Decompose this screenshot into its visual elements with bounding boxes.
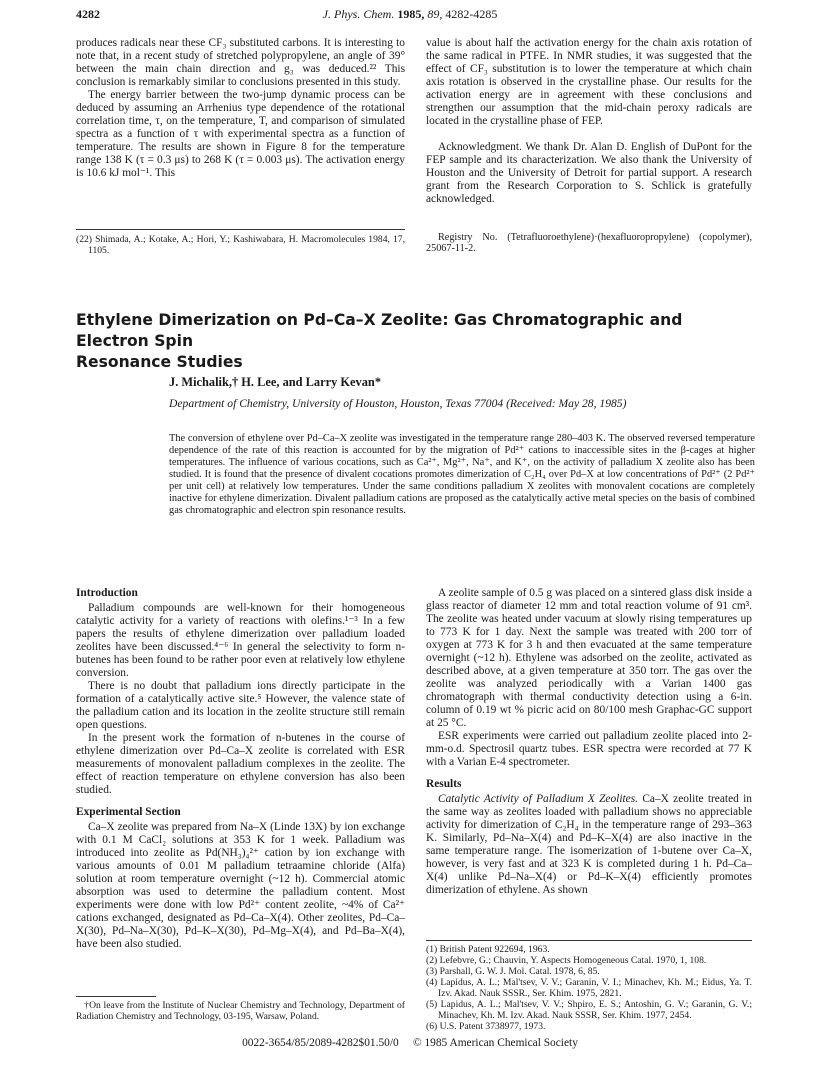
page-number: 4282 (76, 7, 100, 21)
body-paragraph: The energy barrier between the two-jump dynamic process can be deduced by assuming an Arrhenius type dependence of the rotational correlation time, τ, on the temperature, T, and comparison of simulated spectra as a function of τ with experimental spectra as a function of temperature. The results are shown in Figure 8 for the temperature range 138 K (τ = 0.3 μs) to 268 K (τ = 0.003 μs). The activation energy is 10.6 kJ mol⁻¹. This (76, 89, 405, 179)
section-heading: Experimental Section (76, 806, 181, 818)
section-heading: Results (426, 778, 462, 790)
article-title-line: Resonance Studies (76, 353, 243, 371)
previous-article-left-column (76, 37, 405, 180)
article-abstract: The conversion of ethylene over Pd–Ca–X zeolite was investigated in the temperature range 280–403 K. The observed reversed temperature dependence of the rate of this reaction is accounted for by the migration of Pd²⁺ cations to inaccessible sites in the β-cages at higher temperatures. The influence of various cocations, such as Ca²⁺, Mg²⁺, Na⁺, and K⁺, on the activity of palladium X zeolite also has been studied. It is found that the presence of divalent cocations promotes dimerization of C₂H₄ over Pd–X at low concentrations of Pd²⁺ (2 Pd²⁺ per unit cell) at relatively low temperatures. Under the same conditions palladium X zeolites with monovalent cocations are completely inactive for ethylene dimerization. Divalent palladium cations are proposed as the catalytically active metal species on the basis of combined gas chromatographic and electron spin resonance results. (169, 433, 755, 516)
reference-item: (6) U.S. Patent 3738977, 1973. (426, 1021, 546, 1032)
body-paragraph: A zeolite sample of 0.5 g was placed on a sintered glass disk inside a glass reactor of diameter 12 mm and total reaction volume of 91 cm³. The zeolite was heated under vacuum at slowly rising temperatures up to 773 K for 1 day. Next the sample was treated with 200 torr of oxygen at 773 K for 3 h and then evacuated at the same temperature overnight (~12 h). Ethylene was adsorbed on the zeolite, activated as described above, at a given temperature at 350 torr. The gas over the zeolite was analyzed periodically with a Varian 1400 gas chromatograph with thermal conductivity detection using a 6-in. column of 0.19 wt % picric acid on 80/100 mesh Graphac-GC support at 25 °C. (426, 587, 752, 729)
body-paragraph: Ca–X zeolite was prepared from Na–X (Linde 13X) by ion exchange with 0.1 M CaCl₂ solutions at 353 K for 1 week. Palladium was introduced into zeolite as Pd(NH₃)₄²⁺ cation by ion exchange with various amounts of 0.01 M palladium tetraamine chloride (Alfa) solution at room temperature overnight (~12 h). Commercial atomic absorption was used to determine the palladium content. Most experiments were done with low Pd²⁺ content zeolite, ~4% of Ca²⁺ cations exchanged, designated as Pd–Ca–X(4). Other zeolites, Pd–Ca–X(30), Pd–Na–X(30), Pd–K–X(30), Pd–Mg–X(4), and Pd–Ba–X(4), have been also studied. (76, 821, 405, 950)
article-authors: J. Michalik,† H. Lee, and Larry Kevan* (169, 375, 382, 389)
footnote-divider (76, 996, 156, 997)
lower-left-column (76, 587, 405, 951)
footnote-divider (76, 229, 405, 230)
journal-name: J. Phys. Chem. (322, 7, 395, 21)
registry-text: Registry No. (Tetrafluoroethylene)·(hexafluoropropylene) (copolymer), 25067-11-2. (426, 232, 752, 254)
body-paragraph (426, 793, 752, 897)
lower-right-column (426, 587, 752, 897)
article-code: 0022-3654/85/2089-4282$01.50/0 (242, 1037, 399, 1049)
section-heading: Introduction (76, 587, 138, 599)
page-footer (0, 1037, 820, 1049)
footnote: (22) Shimada, A.; Kotake, A.; Hori, Y.; Kashiwabara, H. Macromolecules 1984, 17, 1105. (76, 234, 405, 256)
results-text: Ca–X zeolite treated in the same way as zeolites loaded with palladium shows no appreciable activity for dimerization of C₂H₄ in the temperature range of 293–363 K. Similarly, Pd–Na–X(4) and Pd–K–X(4) are also inactive in the same temperature range. The isomerization of 1-butene over Ca–X, however, is very fast and at 323 K is completed during 1 h. Pd–Ca–X(4) unlike Pd–Na–X(4) or Pd–K–X(4) efficiently promotes dimerization of ethylene. As shown (426, 793, 752, 896)
journal-volume: 89, (427, 7, 443, 21)
body-paragraph: ESR experiments were carried out palladium zeolite placed into 2-mm-o.d. Spectrosil quartz tubes. ESR spectra were recorded at 77 K with a Varian E-4 spectrometer. (426, 730, 752, 768)
body-paragraph: In the present work the formation of n-butenes in the course of ethylene dimerization over Pd–Ca–X zeolite is correlated with ESR measurements of monovalent palladium complexes in the zeolite. The effect of reaction temperature on ethylene conversion has also been studied. (76, 732, 405, 796)
subsection-heading: Catalytic Activity of Palladium X Zeolites. (438, 793, 639, 805)
previous-article-footnote (76, 234, 405, 256)
author-footnote (76, 1000, 405, 1022)
article-affiliation: Department of Chemistry, University of Houston, Houston, Texas 77004 (Received: May 28, 1985) (169, 397, 627, 410)
reference-item: (1) British Patent 922694, 1963. (426, 944, 550, 955)
body-paragraph: value is about half the activation energy for the chain axis rotation of the same radical in PTFE. In NMR studies, it was suggested that the effect of CF₃ substitution is to lower the temperature at which chain axis rotation is observed in the crystalline phase. Our results for the activation energy are in agreement with these conclusions and strengthen our assumption that the mid-chain peroxy radicals are located in the crystalline phase of FEP. (426, 37, 752, 127)
body-paragraph: Palladium compounds are well-known for their homogeneous catalytic activity for a variety of reactions with olefins.¹⁻³ In a few papers the results of ethylene dimerization over palladium loaded zeolites have been discussed.⁴⁻⁶ In general the selectivity to form n-butenes has been found to be rather poor even at relatively low ethylene conversion. (76, 602, 405, 679)
reference-item: (5) Lapidus, A. L.; Mal'tsev, V. V.; Shpiro, E. S.; Antoshin, G. V.; Garanin, G. V.; Minachev, Kh. M. Izv. Akad. Nauk SSSR, Ser. Khim. 1977, 2454. (426, 999, 752, 1021)
registry-numbers (426, 232, 752, 254)
body-paragraph: produces radicals near these CF₃ substituted carbons. It is interesting to note that, in a recent study of stretched polypropylene, an angle of 39° between the main chain direction and g₃ was deduced.²² This conclusion is remarkably similar to conclusions presented in this study. (76, 37, 405, 88)
references-divider (426, 940, 752, 941)
body-paragraph: There is no doubt that palladium ions directly participate in the formation of a catalytically active site.⁵ However, the valence state of the palladium cation and its location in the zeolite structure still remain open questions. (76, 680, 405, 731)
copyright: © 1985 American Chemical Society (412, 1037, 578, 1049)
reference-list (426, 944, 752, 1032)
acknowledgment: Acknowledgment. We thank Dr. Alan D. English of DuPont for the FEP sample and its characterization. We also thank the University of Houston and the University of Detroit for partial support. A research grant from the Research Corporation to S. Schlick is gratefully acknowledged. (426, 141, 752, 205)
article-title (76, 310, 756, 373)
running-head (0, 7, 820, 22)
reference-item: (2) Lefebvre, G.; Chauvin, Y. Aspects Homogeneous Catal. 1970, 1, 108. (426, 955, 707, 966)
journal-year: 1985, (397, 7, 425, 21)
article-title-line: Ethylene Dimerization on Pd–Ca–X Zeolite: Gas Chromatographic and Electron Spin (76, 311, 683, 350)
reference-item: (3) Parshall, G. W. J. Mol. Catal. 1978, 6, 85. (426, 966, 600, 977)
footnote: †On leave from the Institute of Nuclear Chemistry and Technology, Department of Radiation Chemistry and Technology, 03-195, Warsaw, Poland. (76, 1000, 405, 1022)
previous-article-right-column (426, 37, 752, 206)
reference-item: (4) Lapidus, A. L.; Mal'tsev, V. V.; Garanin, V. I.; Minachev, Kh. M.; Eidus, Ya. T. Izv. Akad. Nauk SSSR., Ser. Khim. 1975, 2821. (426, 977, 752, 999)
journal-pages: 4282-4285 (445, 7, 498, 21)
